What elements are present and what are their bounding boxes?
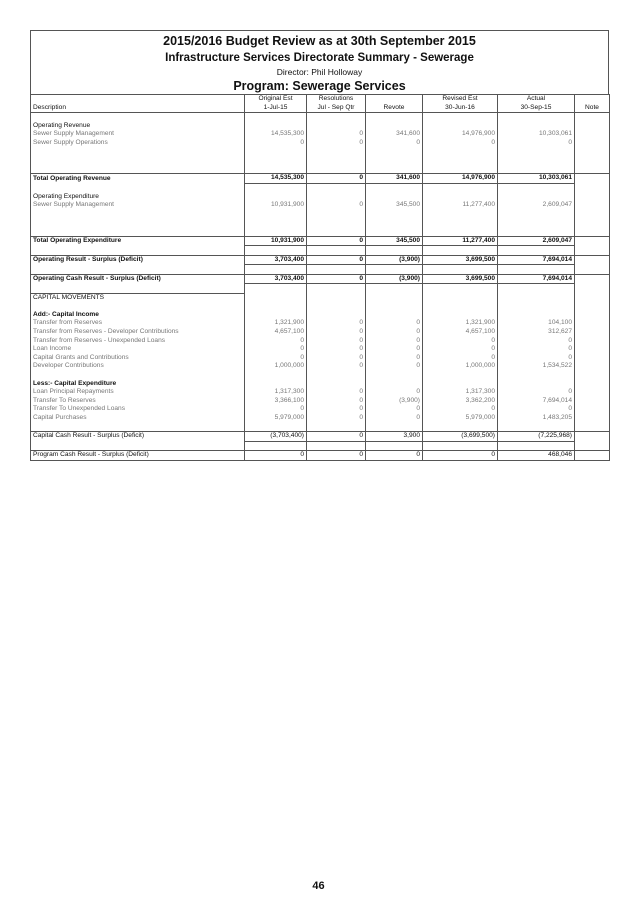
col-actual-date: 30-Sep-15 bbox=[498, 104, 575, 113]
total-row: Capital Cash Result - Surplus (Deficit) (3,703,400) 0 3,900 (3,699,500) (7,225,968) bbox=[31, 432, 610, 442]
total-row: Total Operating Expenditure 10,931,900 0 345,500 11,277,400 2,609,047 bbox=[31, 236, 610, 246]
section-heading: Operating Expenditure bbox=[31, 193, 610, 202]
col-revised-date: 30-Jun-16 bbox=[423, 104, 498, 113]
table-row: Transfer from Reserves - Unexpended Loans 0 0 0 0 0 bbox=[31, 337, 610, 346]
budget-sheet bbox=[30, 30, 609, 461]
table-row: Developer Contributions 1,000,000 0 0 1,000,000 1,534,522 bbox=[31, 362, 610, 371]
col-note: Note bbox=[575, 104, 610, 113]
col-revised-est: Revised Est bbox=[423, 95, 498, 104]
table-row: Transfer from Reserves 1,321,900 0 0 1,321,900 104,100 bbox=[31, 319, 610, 328]
spacer-row bbox=[31, 148, 610, 157]
section-heading: CAPITAL MOVEMENTS bbox=[31, 293, 610, 302]
spacer-row bbox=[31, 265, 610, 275]
table-row: Sewer Supply Management 14,535,300 0 341,600 14,976,900 10,303,061 bbox=[31, 130, 610, 139]
report-header bbox=[30, 30, 609, 94]
column-header-row-2 bbox=[31, 104, 610, 113]
spacer-row bbox=[31, 246, 610, 256]
col-original-date: 1-Jul-15 bbox=[245, 104, 307, 113]
director-line: Director: Phil Holloway bbox=[276, 67, 363, 77]
table-row: Loan Income 0 0 0 0 0 bbox=[31, 345, 610, 354]
total-row: Total Operating Revenue 14,535,300 0 341,600 14,976,900 10,303,061 bbox=[31, 174, 610, 184]
col-original-est: Original Est bbox=[245, 95, 307, 104]
table-row: Sewer Supply Management 10,931,900 0 345,500 11,277,400 2,609,047 bbox=[31, 201, 610, 210]
spacer-row bbox=[31, 183, 610, 192]
table-row: Sewer Supply Operations 0 0 0 0 0 bbox=[31, 139, 610, 148]
report-title: 2015/2016 Budget Review as at 30th September 2015 bbox=[163, 34, 476, 48]
table-row: Loan Principal Repayments 1,317,300 0 0 1,317,300 0 bbox=[31, 388, 610, 397]
table-row: Capital Grants and Contributions 0 0 0 0 0 bbox=[31, 354, 610, 363]
section-heading: Add:- Capital Income bbox=[31, 311, 610, 320]
col-actual: Actual bbox=[498, 95, 575, 104]
spacer-row bbox=[31, 218, 610, 227]
spacer-row bbox=[31, 422, 610, 431]
spacer-row bbox=[31, 441, 610, 451]
page-number: 46 bbox=[312, 880, 325, 892]
spacer-row bbox=[31, 165, 610, 174]
program-title: Program: Sewerage Services bbox=[233, 79, 406, 93]
spacer-row bbox=[31, 113, 610, 122]
column-header-row-1 bbox=[31, 95, 610, 104]
col-description: Description bbox=[31, 104, 245, 113]
table-row: Capital Purchases 5,979,000 0 0 5,979,000 1,483,205 bbox=[31, 414, 610, 423]
section-heading: Operating Revenue bbox=[31, 122, 610, 131]
table-row: Transfer from Reserves - Developer Contributions 4,657,100 0 0 4,657,100 312,627 bbox=[31, 328, 610, 337]
spacer-row bbox=[31, 371, 610, 380]
spacer-row bbox=[31, 227, 610, 236]
section-heading: Less:- Capital Expenditure bbox=[31, 380, 610, 389]
col-revote: Revote bbox=[366, 104, 423, 113]
spacer-row bbox=[31, 302, 610, 311]
budget-table bbox=[30, 94, 610, 461]
total-row: Operating Result - Surplus (Deficit) 3,703,400 0 (3,900) 3,699,500 7,694,014 bbox=[31, 255, 610, 265]
table-row: Transfer To Reserves 3,366,100 0 (3,900) 3,362,200 7,694,014 bbox=[31, 397, 610, 406]
table-row: Transfer To Unexpended Loans 0 0 0 0 0 bbox=[31, 405, 610, 414]
spacer-row bbox=[31, 156, 610, 165]
total-row: Operating Cash Result - Surplus (Deficit) 3,703,400 0 (3,900) 3,699,500 7,694,014 bbox=[31, 274, 610, 284]
col-resolutions: Resolutions bbox=[307, 95, 366, 104]
spacer-row bbox=[31, 284, 610, 293]
col-resolutions-qtr: Jul - Sep Qtr bbox=[307, 104, 366, 113]
report-subtitle: Infrastructure Services Directorate Summary - Sewerage bbox=[165, 52, 474, 64]
total-row: Program Cash Result - Surplus (Deficit) 0 0 0 0 468,046 bbox=[31, 451, 610, 461]
spacer-row bbox=[31, 210, 610, 219]
